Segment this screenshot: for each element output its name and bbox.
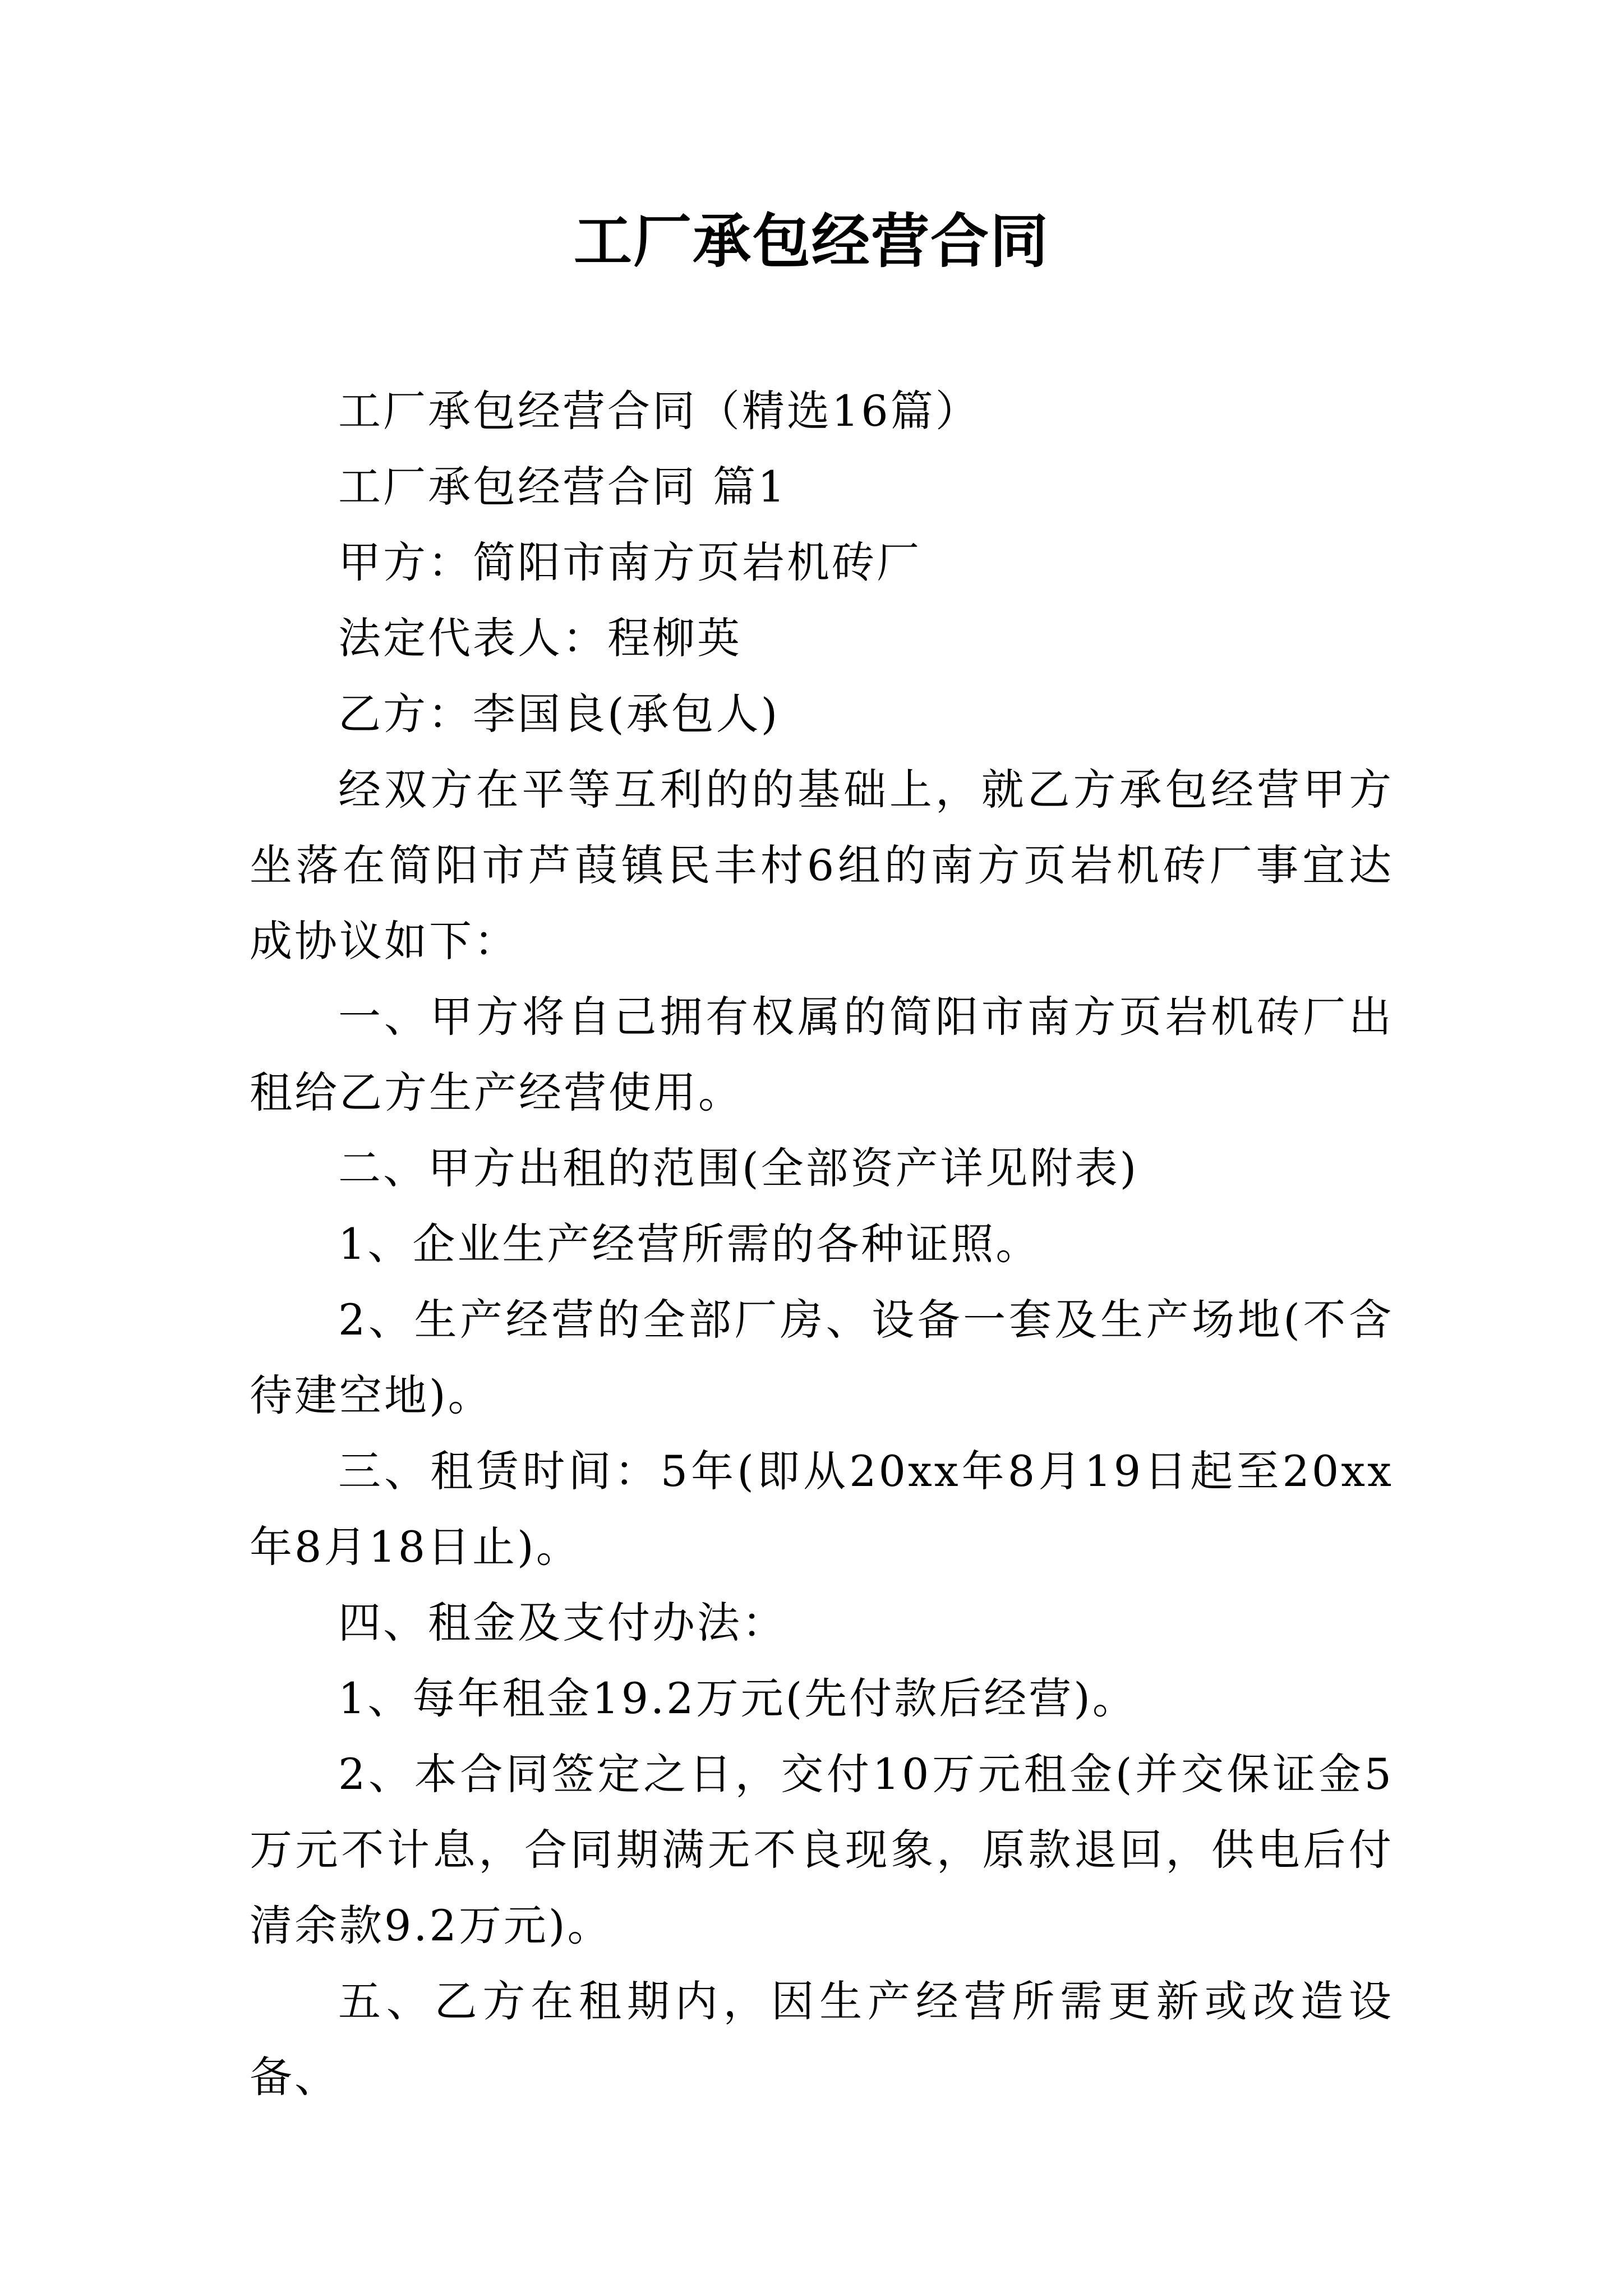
paragraph: 五、乙方在租期内，因生产经营所需更新或改造设备、	[250, 1976, 1394, 2102]
paragraph: 2、本合同签定之日，交付10万元租金(并交保证金5万元不计息，合同期满无不良现象，原款退回，供电后付清余款9.2万元)。	[250, 1749, 1394, 1950]
paragraph: 乙方：李国良(承包人)	[338, 689, 780, 739]
paragraph: 1、每年租金19.2万元(先付款后经营)。	[338, 1673, 1137, 1723]
document-body	[250, 373, 1394, 2115]
paragraph: 2、生产经营的全部厂房、设备一套及生产场地(不含待建空地)。	[250, 1295, 1394, 1420]
paragraph: 三、租赁时间：5年(即从20xx年8月19日起至20xx年8月18日止)。	[250, 1446, 1394, 1572]
paragraph: 一、甲方将自己拥有权属的简阳市南方页岩机砖厂出租给乙方生产经营使用。	[250, 992, 1394, 1117]
document-title: 工厂承包经营合同	[573, 206, 1049, 275]
paragraph: 工厂承包经营合同 篇1	[338, 462, 787, 512]
paragraph: 甲方：简阳市南方页岩机砖厂	[338, 537, 921, 587]
paragraph: 四、租金及支付办法：	[338, 1598, 787, 1648]
paragraph: 经双方在平等互利的的基础上，就乙方承包经营甲方坐落在简阳市芦葭镇民丰村6组的南方页岩机砖厂事宜达成协议如下：	[250, 765, 1394, 966]
paragraph: 1、企业生产经营所需的各种证照。	[338, 1219, 1041, 1269]
paragraph: 二、甲方出租的范围(全部资产详见附表)	[338, 1143, 1139, 1193]
paragraph: 法定代表人：程柳英	[338, 613, 742, 663]
paragraph: 工厂承包经营合同（精选16篇）	[338, 386, 980, 436]
